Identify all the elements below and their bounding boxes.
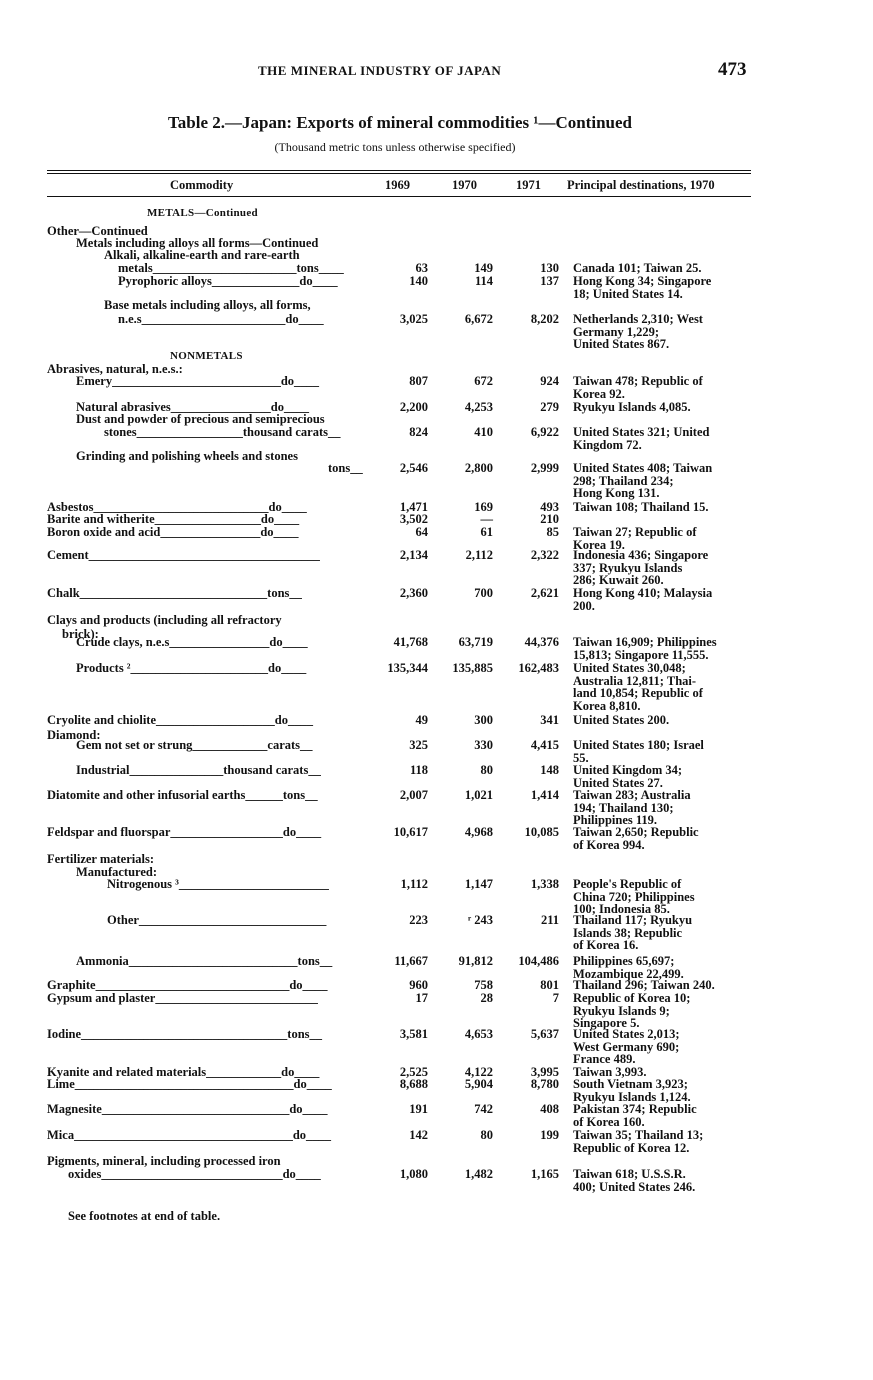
running-head: [0, 59, 873, 83]
value-1970: 63,719: [458, 635, 493, 649]
value-1970: 80: [480, 1128, 493, 1142]
commodity-label: Grinding and polishing wheels and stones: [76, 449, 298, 463]
commodity-label: Graphite_______________________________do____: [47, 978, 328, 992]
header-bottom-rule: [47, 196, 751, 197]
destinations: Indonesia 436; Singapore 337; Ryukyu Islands 286; Kuwait 260.: [573, 548, 709, 587]
section-nonmetals: NONMETALS: [170, 350, 243, 362]
commodity-label: Diatomite and other infusorial earths______tons__: [47, 788, 318, 802]
destinations: South Vietnam 3,923; Ryukyu Islands 1,124.: [573, 1077, 691, 1104]
commodity-label: Crude clays, n.e.s________________do____: [76, 635, 308, 649]
value-1969: 142: [409, 1128, 428, 1142]
value-1970: 91,812: [458, 954, 493, 968]
destinations: Pakistan 374; Republic of Korea 160.: [573, 1102, 697, 1129]
commodity-label: n.e.s_______________________do____: [118, 312, 324, 326]
value-1969: 49: [415, 713, 428, 727]
commodity-label: Emery___________________________do____: [76, 374, 320, 388]
running-title: THE MINERAL INDUSTRY OF JAPAN: [258, 63, 502, 78]
value-1969: 191: [409, 1102, 428, 1116]
destinations: Taiwan 478; Republic of Korea 92.: [573, 374, 703, 401]
commodity-label: Mica___________________________________do____: [47, 1128, 332, 1142]
value-1971: 279: [540, 400, 559, 414]
value-1971: 8,202: [530, 312, 559, 326]
commodity-label: Cement_____________________________________: [47, 548, 320, 562]
value-1969: 2,200: [399, 400, 428, 414]
commodity-label: Fertilizer materials:: [47, 852, 155, 866]
value-1971: 148: [540, 763, 559, 777]
value-1970: 742: [474, 1102, 493, 1116]
value-1970: 2,800: [464, 461, 493, 475]
value-1970: 6,672: [464, 312, 493, 326]
value-1971: 2,322: [530, 548, 559, 562]
value-1971: 2,621: [530, 586, 559, 600]
destinations: Republic of Korea 10; Ryukyu Islands 9; Singapore 5.: [573, 991, 691, 1030]
commodity-label: tons__: [328, 461, 363, 475]
commodity-label: brick):: [62, 627, 99, 641]
col-header-1970: 1970: [452, 178, 477, 192]
commodity-label: Pyrophoric alloys______________do____: [118, 274, 338, 288]
value-1970: 1,021: [464, 788, 493, 802]
commodity-label: metals_______________________tons____: [118, 261, 344, 275]
value-1971: 5,637: [530, 1027, 559, 1041]
value-1969: 135,344: [387, 661, 428, 675]
value-1971: 924: [540, 374, 559, 388]
commodity-label: stones_________________thousand carats__: [104, 425, 341, 439]
commodity-label: Pigments, mineral, including processed iron: [47, 1154, 281, 1168]
value-1971: 801: [540, 978, 559, 992]
value-1970: 300: [474, 713, 493, 727]
value-1969: 8,688: [399, 1077, 428, 1091]
value-1969: 118: [409, 763, 428, 777]
commodity-label: Barite and witherite_________________do____: [47, 512, 300, 526]
destinations: United States 30,048; Australia 12,811; Thai- land 10,854; Republic of Korea 8,810.: [573, 661, 703, 713]
value-1969: 3,502: [399, 512, 428, 526]
value-1971: 162,483: [518, 661, 559, 675]
value-1969: 140: [409, 274, 428, 288]
value-1971: 104,486: [518, 954, 559, 968]
value-1971: 341: [540, 713, 559, 727]
value-1971: 137: [540, 274, 559, 288]
value-1970: 4,122: [464, 1065, 493, 1079]
value-1970: 4,968: [464, 825, 493, 839]
commodity-label: oxides_____________________________do____: [68, 1167, 321, 1181]
destinations: People's Republic of China 720; Philippines 100; Indonesia 85.: [573, 877, 695, 916]
commodity-label: Dust and powder of precious and semiprecious: [76, 412, 325, 426]
value-1970: 149: [474, 261, 493, 275]
value-1971: 1,414: [530, 788, 559, 802]
value-1971: 2,999: [530, 461, 559, 475]
value-1969: 2,525: [399, 1065, 428, 1079]
value-1971: 4,415: [530, 738, 559, 752]
table-subtitle: (Thousand metric tons unless otherwise specified): [274, 140, 516, 154]
value-1970: 410: [474, 425, 493, 439]
destinations: Taiwan 283; Australia 194; Thailand 130; Philippines 119.: [573, 788, 691, 827]
commodity-label: Boron oxide and acid________________do____: [47, 525, 299, 539]
destinations: United States 2,013; West Germany 690; France 489.: [573, 1027, 680, 1066]
value-1969: 63: [415, 261, 428, 275]
value-1971: 3,995: [530, 1065, 559, 1079]
section-metals: METALS—Continued: [147, 207, 258, 219]
commodity-label: Nitrogenous ³________________________: [107, 877, 329, 891]
value-1969: 223: [409, 913, 428, 927]
destinations: Netherlands 2,310; West Germany 1,229; United States 867.: [573, 312, 703, 351]
col-header-destinations: Principal destinations, 1970: [567, 178, 715, 192]
destinations: Taiwan 618; U.S.S.R. 400; United States 246.: [573, 1167, 696, 1194]
destinations: United States 321; United Kingdom 72.: [573, 425, 710, 452]
top-rule: [47, 170, 751, 171]
destinations: Hong Kong 410; Malaysia 200.: [573, 586, 713, 613]
value-1970: 135,885: [452, 661, 493, 675]
destinations: Taiwan 3,993.: [573, 1065, 647, 1079]
destinations: United Kingdom 34; United States 27.: [573, 763, 683, 790]
value-1970: 1,482: [464, 1167, 493, 1181]
page-number: 473: [718, 59, 747, 80]
value-1970: 5,904: [464, 1077, 493, 1091]
commodity-label: Feldspar and fluorspar__________________do____: [47, 825, 322, 839]
destinations: Philippines 65,697; Mozambique 22,499.: [573, 954, 684, 981]
value-1970: 28: [480, 991, 493, 1005]
destinations: Taiwan 35; Thailand 13; Republic of Korea 12.: [573, 1128, 704, 1155]
value-1970: 700: [474, 586, 493, 600]
destinations: Canada 101; Taiwan 25.: [573, 261, 702, 275]
destinations: Taiwan 2,650; Republic of Korea 994.: [573, 825, 699, 852]
value-1971: 199: [540, 1128, 559, 1142]
value-1969: 325: [409, 738, 428, 752]
footnote: See footnotes at end of table.: [68, 1209, 221, 1223]
destinations: Taiwan 27; Republic of Korea 19.: [573, 525, 697, 552]
value-1970: 80: [480, 763, 493, 777]
commodity-label: Chalk______________________________tons__: [47, 586, 302, 600]
value-1970: —: [480, 512, 493, 526]
value-1971: 408: [540, 1102, 559, 1116]
commodity-label: Lime___________________________________do____: [47, 1077, 332, 1091]
value-1970: 4,253: [464, 400, 493, 414]
value-1969: 64: [415, 525, 428, 539]
commodity-label: Clays and products (including all refractory: [47, 613, 282, 627]
commodity-label: Natural abrasives________________do____: [76, 400, 309, 414]
destinations: Thailand 296; Taiwan 240.: [573, 978, 715, 992]
value-1971: 493: [540, 500, 559, 514]
destinations: Ryukyu Islands 4,085.: [573, 400, 691, 414]
value-1969: 1,112: [400, 877, 428, 891]
value-1969: 2,546: [399, 461, 428, 475]
value-1970: 672: [474, 374, 493, 388]
destinations: United States 200.: [573, 713, 670, 727]
value-1969: 17: [415, 991, 428, 1005]
commodity-label: Manufactured:: [76, 865, 158, 879]
destinations: United States 180; Israel 55.: [573, 738, 704, 765]
commodity-label: Industrial_______________thousand carats__: [76, 763, 321, 777]
value-1969: 824: [409, 425, 428, 439]
destinations: Thailand 117; Ryukyu Islands 38; Republic of Korea 16.: [573, 913, 693, 952]
value-1970: 1,147: [464, 877, 493, 891]
commodity-label: Alkali, alkaline-earth and rare-earth: [104, 248, 300, 262]
value-1970: 4,653: [464, 1027, 493, 1041]
commodity-label: Metals including alloys all forms—Continued: [76, 236, 319, 250]
commodity-label: Gem not set or strung____________carats__: [76, 738, 313, 752]
destinations: Taiwan 16,909; Philippines 15,813; Singapore 11,555.: [573, 635, 717, 662]
value-1969: 807: [409, 374, 428, 388]
value-1971: 44,376: [524, 635, 559, 649]
commodity-label: Abrasives, natural, n.e.s.:: [47, 362, 183, 376]
value-1971: 6,922: [530, 425, 559, 439]
commodity-label: Cryolite and chiolite___________________do____: [47, 713, 313, 727]
value-1969: 2,360: [399, 586, 428, 600]
col-header-commodity: Commodity: [170, 178, 234, 192]
commodity-label: Magnesite______________________________do____: [47, 1102, 328, 1116]
commodity-label: Diamond:: [47, 728, 101, 742]
col-header-1969: 1969: [385, 178, 410, 192]
value-1970: 2,112: [465, 548, 493, 562]
commodity-label: Products ²______________________do____: [76, 661, 307, 675]
value-1969: 2,134: [399, 548, 428, 562]
value-1971: 1,338: [530, 877, 559, 891]
commodity-label: Base metals including alloys, all forms,: [104, 298, 311, 312]
value-1971: 130: [540, 261, 559, 275]
commodity-label: Iodine_________________________________tons__: [47, 1027, 323, 1041]
value-1969: 2,007: [399, 788, 428, 802]
value-1971: 10,085: [524, 825, 559, 839]
value-1969: 960: [409, 978, 428, 992]
value-1969: 41,768: [393, 635, 428, 649]
commodity-label: Gypsum and plaster__________________________: [47, 991, 318, 1005]
value-1969: 3,025: [399, 312, 428, 326]
table-title: Table 2.—Japan: Exports of mineral commodities ¹—Continued: [168, 113, 632, 132]
destinations: Taiwan 108; Thailand 15.: [573, 500, 709, 514]
col-header-1971: 1971: [516, 178, 541, 192]
commodity-label: Ammonia___________________________tons__: [76, 954, 333, 968]
value-1969: 1,471: [399, 500, 428, 514]
value-1970: 114: [474, 274, 493, 288]
value-1969: 11,667: [394, 954, 428, 968]
value-1971: 7: [552, 991, 559, 1005]
commodity-label: Kyanite and related materials____________do____: [47, 1065, 320, 1079]
value-1969: 10,617: [393, 825, 428, 839]
value-1970: 169: [474, 500, 493, 514]
commodity-label: Other—Continued: [47, 224, 148, 238]
value-1970: 330: [474, 738, 493, 752]
destinations: Hong Kong 34; Singapore 18; United States 14.: [573, 274, 712, 301]
value-1970: 758: [474, 978, 493, 992]
value-1970: ʳ 243: [467, 913, 493, 927]
value-1970: 61: [480, 525, 493, 539]
top-rule-double: [47, 173, 751, 174]
value-1971: 210: [540, 512, 559, 526]
destinations: United States 408; Taiwan 298; Thailand 234; Hong Kong 131.: [573, 461, 713, 500]
value-1971: 1,165: [530, 1167, 559, 1181]
value-1971: 85: [546, 525, 559, 539]
value-1971: 8,780: [530, 1077, 559, 1091]
value-1971: 211: [540, 913, 559, 927]
value-1969: 1,080: [399, 1167, 428, 1181]
commodity-label: Other______________________________: [107, 913, 327, 927]
commodity-label: Asbestos____________________________do____: [47, 500, 307, 514]
value-1969: 3,581: [399, 1027, 428, 1041]
